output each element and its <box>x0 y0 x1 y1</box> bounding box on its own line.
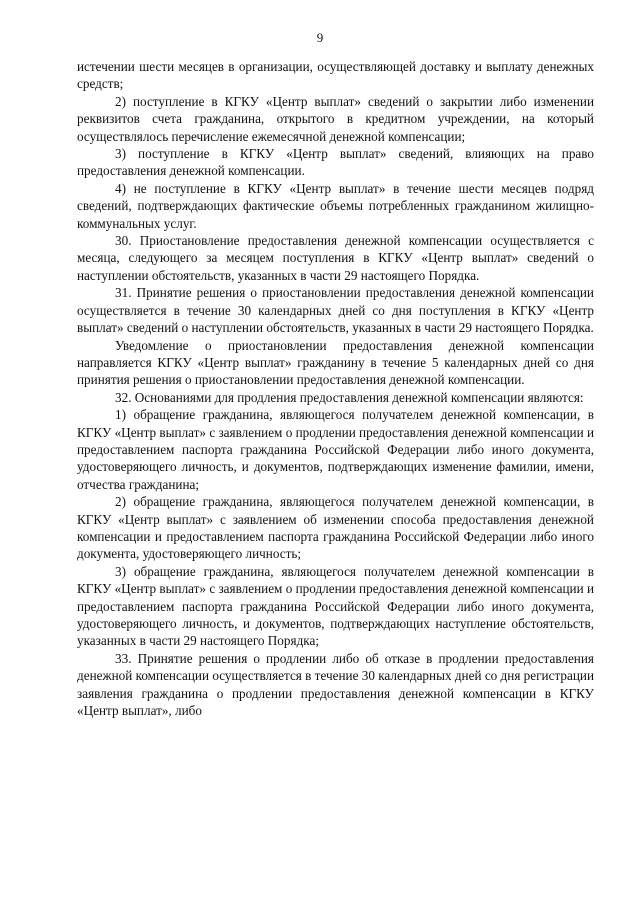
paragraph-11: 3) обращение гражданина, являющегося получателем денежной компенсации в КГКУ «Центр выплат» с заявлением о продлении предоставления денежной компенсации и предоставлением паспорта гражданина Российской Федерации либо иного документа, удостоверяющего личность, и документов, подтверждающих наступление обстоятельств, указанных в части 29 настоящего Порядка; <box>77 563 594 649</box>
document-body <box>77 58 594 719</box>
paragraph-5: 30. Приостановление предоставления денежной компенсации осуществляется с месяца, следующего за месяцем поступления в КГКУ «Центр выплат» сведений о наступлении обстоятельств, указанных в части 29 настоящего Порядка. <box>77 233 594 283</box>
paragraph-7: Уведомление о приостановлении предоставления денежной компенсации направляется КГКУ «Центр выплат» гражданину в течение 5 календарных дней со дня принятия решения о приостановлении предоставления денежной компенсации. <box>77 337 594 388</box>
paragraph-1: истечении шести месяцев в организации, осуществляющей доставку и выплату денежных средств; <box>77 59 594 92</box>
paragraph-8: 32. Основаниями для продления предоставления денежной компенсации являются: <box>115 389 584 405</box>
page-number: 9 <box>316 30 324 45</box>
paragraph-3: 3) поступление в КГКУ «Центр выплат» сведений, влияющих на право предоставления денежной компенсации. <box>77 146 594 179</box>
paragraph-6: 31. Принятие решения о приостановлении предоставления денежной компенсации осуществляется в течение 30 календарных дней со дня поступления в КГКУ «Центр выплат» сведений о наступлении обстоятельств, указанных в части 29 настоящего Порядка. <box>77 285 594 336</box>
paragraph-9: 1) обращение гражданина, являющегося получателем денежной компенсации, в КГКУ «Центр выплат» с заявлением о продлении предоставления денежной компенсации и предоставлением паспорта гражданина Российской Федерации либо иного документа, удостоверяющего личность, и документов, подтверждающих изменение фамилии, имени, отчества гражданина; <box>77 407 594 492</box>
paragraph-4: 4) не поступление в КГКУ «Центр выплат» в течение шести месяцев подряд сведений, подтверждающих фактические объемы потребленных гражданином жилищно-коммунальных услуг. <box>77 180 594 231</box>
paragraph-2: 2) поступление в КГКУ «Центр выплат» сведений о закрытии либо изменении реквизитов счета гражданина, открытого в кредитном учреждении, на который осуществлялось перечисление ежемесячной денежной компенсации; <box>77 93 594 144</box>
paragraph-10: 2) обращение гражданина, являющегося получателем денежной компенсации, в КГКУ «Центр выплат» с заявлением об изменении способа предоставления денежной компенсации и предоставлением паспорта гражданина Российской Федерации либо иного документа, удостоверяющего личность; <box>77 494 594 562</box>
paragraph-12: 33. Принятие решения о продлении либо об отказе в продлении предоставления денежной компенсации осуществляется в течение 30 календарных дней со дня регистрации заявления гражданина о продлении предоставления денежной компенсации в КГКУ «Центр выплат», либо <box>77 650 594 719</box>
